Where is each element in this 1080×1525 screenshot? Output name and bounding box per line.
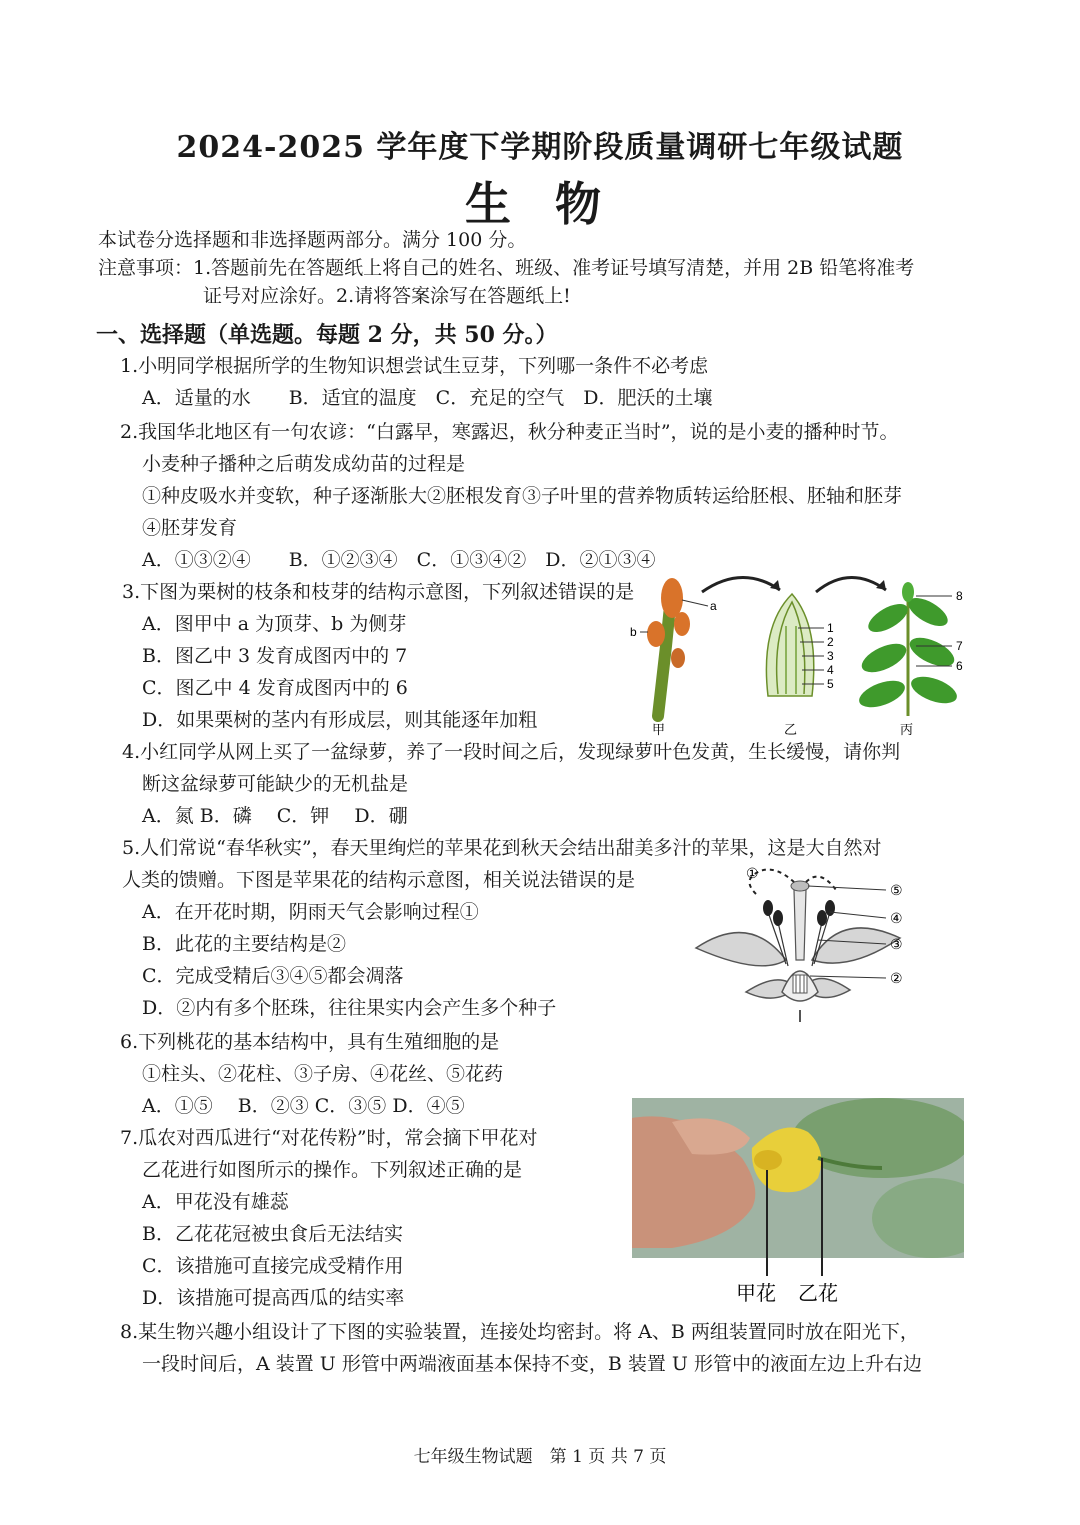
question-1-stem: 1.小明同学根据所学的生物知识想尝试生豆芽，下列哪一条件不必考虑 — [120, 355, 709, 377]
leaf — [864, 598, 912, 637]
question-3-stem: 3.下图为栗树的枝条和枝芽的结构示意图，下列叙述错误的是 — [122, 581, 635, 603]
lateral-bud — [674, 612, 690, 636]
leaf — [856, 675, 909, 712]
question-7-option-c: C．该措施可直接完成受精作用 — [142, 1255, 404, 1277]
flower-jia — [754, 1150, 782, 1170]
terminal-bud — [661, 578, 683, 618]
question-6-stem: 6.下列桃花的基本结构中，具有生殖细胞的是 — [120, 1031, 500, 1053]
label-process-1: ① — [746, 865, 759, 881]
question-7-option-d: D．该措施可提高西瓜的结实率 — [142, 1287, 405, 1309]
arrow-yi-to-bing — [816, 577, 886, 592]
question-5-option-c: C．完成受精后③④⑤都会凋落 — [142, 965, 404, 987]
anther — [825, 900, 835, 916]
page-footer: 七年级生物试题 第 1 页 共 7 页 — [413, 1447, 667, 1467]
question-8-stem-cont: 一段时间后，A 装置 U 形管中两端液面基本保持不变，B 装置 U 形管中的液面左边上升右边 — [142, 1353, 922, 1375]
question-4-stem: 4.小红同学从网上买了一盆绿萝，养了一段时间之后，发现绿萝叶色发黄，生长缓慢，请你判 — [122, 741, 901, 763]
question-5-option-a: A．在开花时期，阴雨天气会影响过程① — [142, 901, 479, 923]
label-2: 2 — [827, 635, 834, 649]
lateral-bud — [647, 621, 665, 647]
label-2: ② — [890, 970, 903, 986]
label-line-a — [682, 600, 708, 606]
question-2-process: ①种皮吸水并变软，种子逐渐胀大②胚根发育③子叶里的营养物质转运给胚根、胚轴和胚芽 — [142, 485, 903, 507]
anther — [763, 900, 773, 916]
question-7-stem: 7.瓜农对西瓜进行“对花传粉”时，常会摘下甲花对 — [120, 1127, 538, 1149]
anther — [773, 910, 783, 926]
label-4: ④ — [890, 910, 903, 926]
section-heading: 一、选择题（单选题。每题 2 分，共 50 分。） — [96, 322, 558, 348]
leaf — [858, 638, 911, 678]
petal-left — [696, 933, 786, 966]
label-a: a — [710, 599, 717, 613]
page-title: 2024-2025 学年度下学期阶段质量调研七年级试题 — [176, 130, 904, 165]
question-2-options: A．①③②④ B．①②③④ C．①③④② D．②①③④ — [142, 549, 656, 571]
label-1: 1 — [827, 621, 834, 635]
question-5-option-d: D．②内有多个胚珠，往往果实内会产生多个种子 — [142, 997, 557, 1019]
label-7: 7 — [956, 639, 963, 653]
question-2-stem-cont: 小麦种子播种之后萌发成幼苗的过程是 — [142, 453, 466, 475]
shoot-tip — [902, 582, 914, 602]
bud-section — [766, 594, 813, 696]
question-2-stem: 2.我国华北地区有一句农谚：“白露早，寒露迟，秋分种麦正当时”，说的是小麦的播种时节。 — [120, 421, 899, 443]
question-3-option-c: C．图乙中 4 发育成图丙中的 6 — [142, 677, 408, 699]
label-bing: 丙 — [900, 723, 914, 738]
question-4-stem-cont: 断这盆绿萝可能缺少的无机盐是 — [142, 773, 409, 795]
label-5: ⑤ — [890, 882, 903, 898]
notice-line-2: 证号对应涂好。2.请将答案涂写在答题纸上! — [203, 285, 571, 307]
question-6-options: A．①⑤ B．②③ C．③⑤ D．④⑤ — [142, 1095, 465, 1117]
label-4: 4 — [827, 663, 834, 677]
question-5-option-b: B．此花的主要结构是② — [142, 933, 346, 955]
petal-right — [812, 928, 900, 963]
label-yi: 乙 — [784, 723, 798, 738]
figure-apple-flower — [690, 860, 920, 1025]
anther — [817, 910, 827, 926]
label-yi-flower: 乙花 — [798, 1283, 838, 1305]
pollination-arrow-right — [806, 877, 836, 890]
question-7-stem-cont: 乙花进行如图所示的操作。下列叙述正确的是 — [142, 1159, 523, 1181]
question-8-stem: 8.某生物兴趣小组设计了下图的实验装置，连接处均密封。将 A、B 两组装置同时放在阳光下， — [120, 1321, 919, 1343]
label-3: 3 — [827, 649, 834, 663]
question-2-process-cont: ④胚芽发育 — [142, 517, 238, 539]
figure-bud-structure — [620, 566, 980, 738]
leaf — [908, 671, 961, 708]
question-3-option-d: D．如果栗树的茎内有形成层，则其能逐年加粗 — [142, 709, 538, 731]
label-3: ③ — [890, 936, 903, 952]
label-8: 8 — [956, 589, 963, 603]
label-6: 6 — [956, 659, 963, 673]
label-jia: 甲 — [652, 723, 666, 738]
question-1-options: A．适量的水 B．适宜的温度 C．充足的空气 D．肥沃的土壤 — [142, 387, 713, 409]
exam-intro: 本试卷分选择题和非选择题两部分。满分 100 分。 — [98, 229, 527, 251]
subject-title: 生 物 — [464, 177, 615, 231]
notice-line-1: 注意事项：1.答题前先在答题纸上将自己的姓名、班级、准考证号填写清楚，并用 2B 铅笔将准考 — [98, 257, 915, 279]
question-4-options: A．氮 B．磷 C．钾 D．硼 — [142, 805, 408, 827]
question-3-option-b: B．图乙中 3 发育成图丙中的 7 — [142, 645, 408, 667]
question-5-stem: 5.人们常说“春华秋实”，春天里绚烂的苹果花到秋天会结出甜美多汁的苹果，这是大自然对 — [122, 837, 882, 859]
pistil-style — [794, 890, 806, 960]
label-b: b — [630, 625, 637, 639]
question-3-option-a: A．图甲中 a 为顶芽、b 为侧芽 — [142, 613, 407, 635]
question-7-option-a: A．甲花没有雄蕊 — [142, 1191, 289, 1213]
question-5-stem-cont: 人类的馈赠。下图是苹果花的结构示意图，相关说法错误的是 — [122, 869, 636, 891]
label-line-5 — [808, 886, 886, 890]
label-jia-flower: 甲花 — [736, 1283, 776, 1305]
question-6-items: ①柱头、②花柱、③子房、④花丝、⑤花药 — [142, 1063, 504, 1085]
lateral-bud — [671, 648, 685, 668]
stigma — [791, 881, 809, 891]
question-7-option-b: B．乙花花冠被虫食后无法结实 — [142, 1223, 403, 1245]
label-line-4 — [830, 912, 886, 918]
label-5: 5 — [827, 677, 834, 691]
figure-pollination-photo — [632, 1098, 964, 1310]
arrow-jia-to-yi — [702, 577, 780, 592]
